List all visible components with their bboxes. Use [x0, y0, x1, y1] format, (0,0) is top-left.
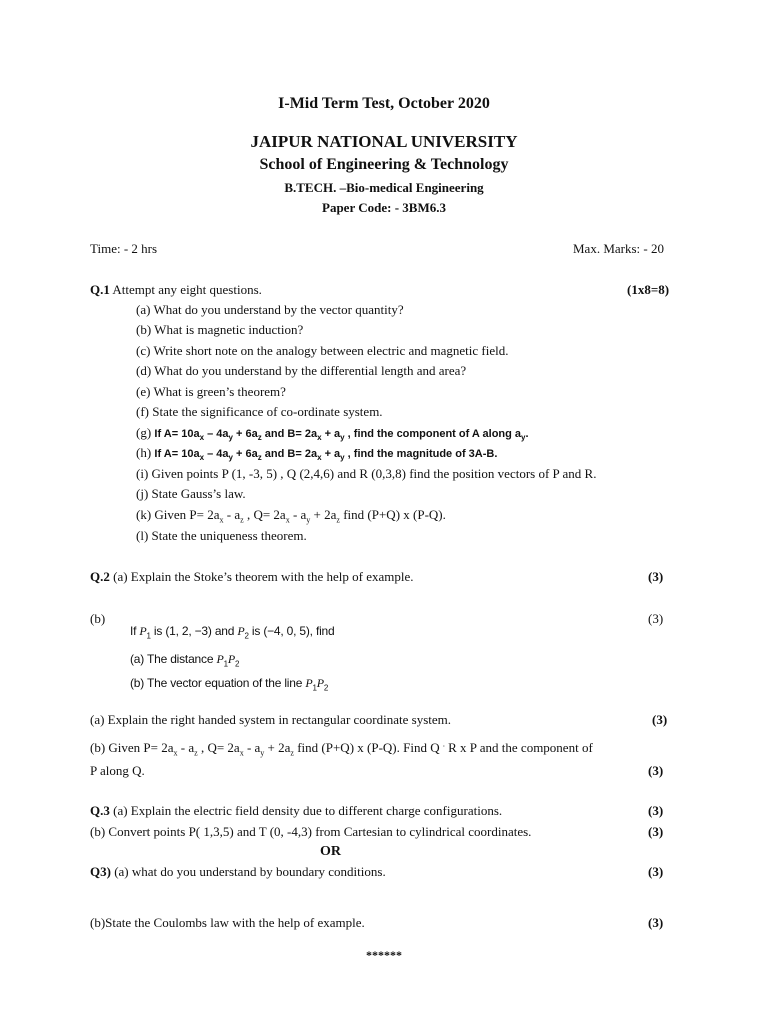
- q1-item-a: (a) What do you understand by the vector quantity?: [136, 302, 404, 317]
- q2-d-line1: (b) Given $P= 2a_x - a_z$ , $Q= 2a_x - a_y + 2a_z$ find (P+Q) x (P-Q). Find Q . R x P and the component of: [90, 739, 593, 758]
- q3-alt-a: [90, 864, 386, 880]
- q3-a-text: (a) Explain the electric field density due to different charge configurations.: [113, 803, 503, 818]
- end-marker: ******: [366, 948, 402, 962]
- school-name: School of Engineering & Technology: [259, 156, 509, 173]
- q3-b: (b) Convert points P( 1,3,5) and T (0, -4,3) from Cartesian to cylindrical coordinates.: [90, 824, 532, 839]
- figure-line-2: (a) The distance $P_1P_2$: [130, 652, 240, 669]
- q1-item-g: [136, 425, 529, 442]
- q2-d-line2: P along Q.: [90, 763, 145, 778]
- q1-item-l: (l) State the uniqueness theorem.: [136, 528, 307, 543]
- q1-item-e: (e) What is green’s theorem?: [136, 384, 286, 399]
- q1-item-g-label: (g): [136, 425, 152, 440]
- test-title: I-Mid Term Test, October 2020: [278, 95, 490, 112]
- program-name: B.TECH. –Bio-medical Engineering: [284, 180, 484, 195]
- q2-d-marks: (3): [648, 763, 664, 778]
- q1-item-b: (b) What is magnetic induction?: [136, 322, 304, 337]
- q1-item-d: (d) What do you understand by the differential length and area?: [136, 363, 467, 378]
- max-marks: Max. Marks: - 20: [573, 241, 664, 256]
- q1-item-h-label: (h): [136, 445, 152, 460]
- q3-number: Q.3: [90, 803, 110, 818]
- q2-a: [90, 569, 413, 585]
- q2-b-label: (b): [90, 611, 106, 626]
- q2-b-marks: (3): [648, 611, 664, 626]
- paper-code: Paper Code: - 3BM6.3: [322, 200, 446, 215]
- q1-item-h: [136, 445, 497, 462]
- q1-marks: (1x8=8): [627, 282, 670, 297]
- q2-b-figure: [124, 620, 384, 696]
- q3-a: [90, 803, 502, 819]
- figure-line-3: (b) The vector equation of the line $P_1P_2$: [130, 676, 329, 693]
- q1-number: Q.1: [90, 282, 110, 297]
- q2-number: Q.2: [90, 569, 110, 584]
- q3-b-marks: (3): [648, 824, 664, 839]
- q1-item-f: (f) State the significance of co-ordinate system.: [136, 404, 383, 419]
- q2-c: (a) Explain the right handed system in rectangular coordinate system.: [90, 712, 451, 727]
- q3-alt-b-marks: (3): [648, 915, 664, 930]
- q1-item-g-text: If $A= 10a_x - 4a_y + 6a_z$ and $B= 2a_x + a_y$ , find the component of A along $a_y$.: [154, 428, 529, 443]
- or-separator: OR: [320, 844, 341, 859]
- q3-alt-number: Q3): [90, 864, 111, 879]
- q3-alt-a-marks: (3): [648, 864, 664, 879]
- q1-item-h-text: If $A= 10a_x - 4a_y + 6a_z$ and $B= 2a_x + a_y$ , find the magnitude of 3A-B.: [154, 448, 498, 463]
- figure-line-1: If $P_1$ is (1, 2, −3) and $P_2$ is (−4, 0, 5), find: [130, 624, 335, 641]
- q1-instruction: Attempt any eight questions.: [112, 282, 262, 297]
- q2-a-text: (a) Explain the Stoke’s theorem with the help of example.: [113, 569, 414, 584]
- q1-item-c: (c) Write short note on the analogy between electric and magnetic field.: [136, 343, 509, 358]
- q2-c-marks: (3): [652, 712, 668, 727]
- q1-heading: [90, 282, 262, 298]
- q3-alt-a-text: (a) what do you understand by boundary conditions.: [114, 864, 386, 879]
- time-allowed: Time: - 2 hrs: [90, 241, 158, 256]
- q1-item-k: (k) Given $P= 2a_x - a_z$ , $Q= 2a_x - a_y + 2a_z$ find (P+Q) x (P-Q).: [136, 507, 446, 525]
- q1-item-i: (i) Given points P (1, -3, 5) , Q (2,4,6) and R (0,3,8) find the position vectors of P and R.: [136, 466, 597, 481]
- university-name: JAIPUR NATIONAL UNIVERSITY: [250, 132, 518, 151]
- q1-item-j: (j) State Gauss’s law.: [136, 486, 246, 501]
- q3-a-marks: (3): [648, 803, 664, 818]
- q2-a-marks: (3): [648, 569, 664, 584]
- q3-alt-b: (b)State the Coulombs law with the help of example.: [90, 915, 365, 930]
